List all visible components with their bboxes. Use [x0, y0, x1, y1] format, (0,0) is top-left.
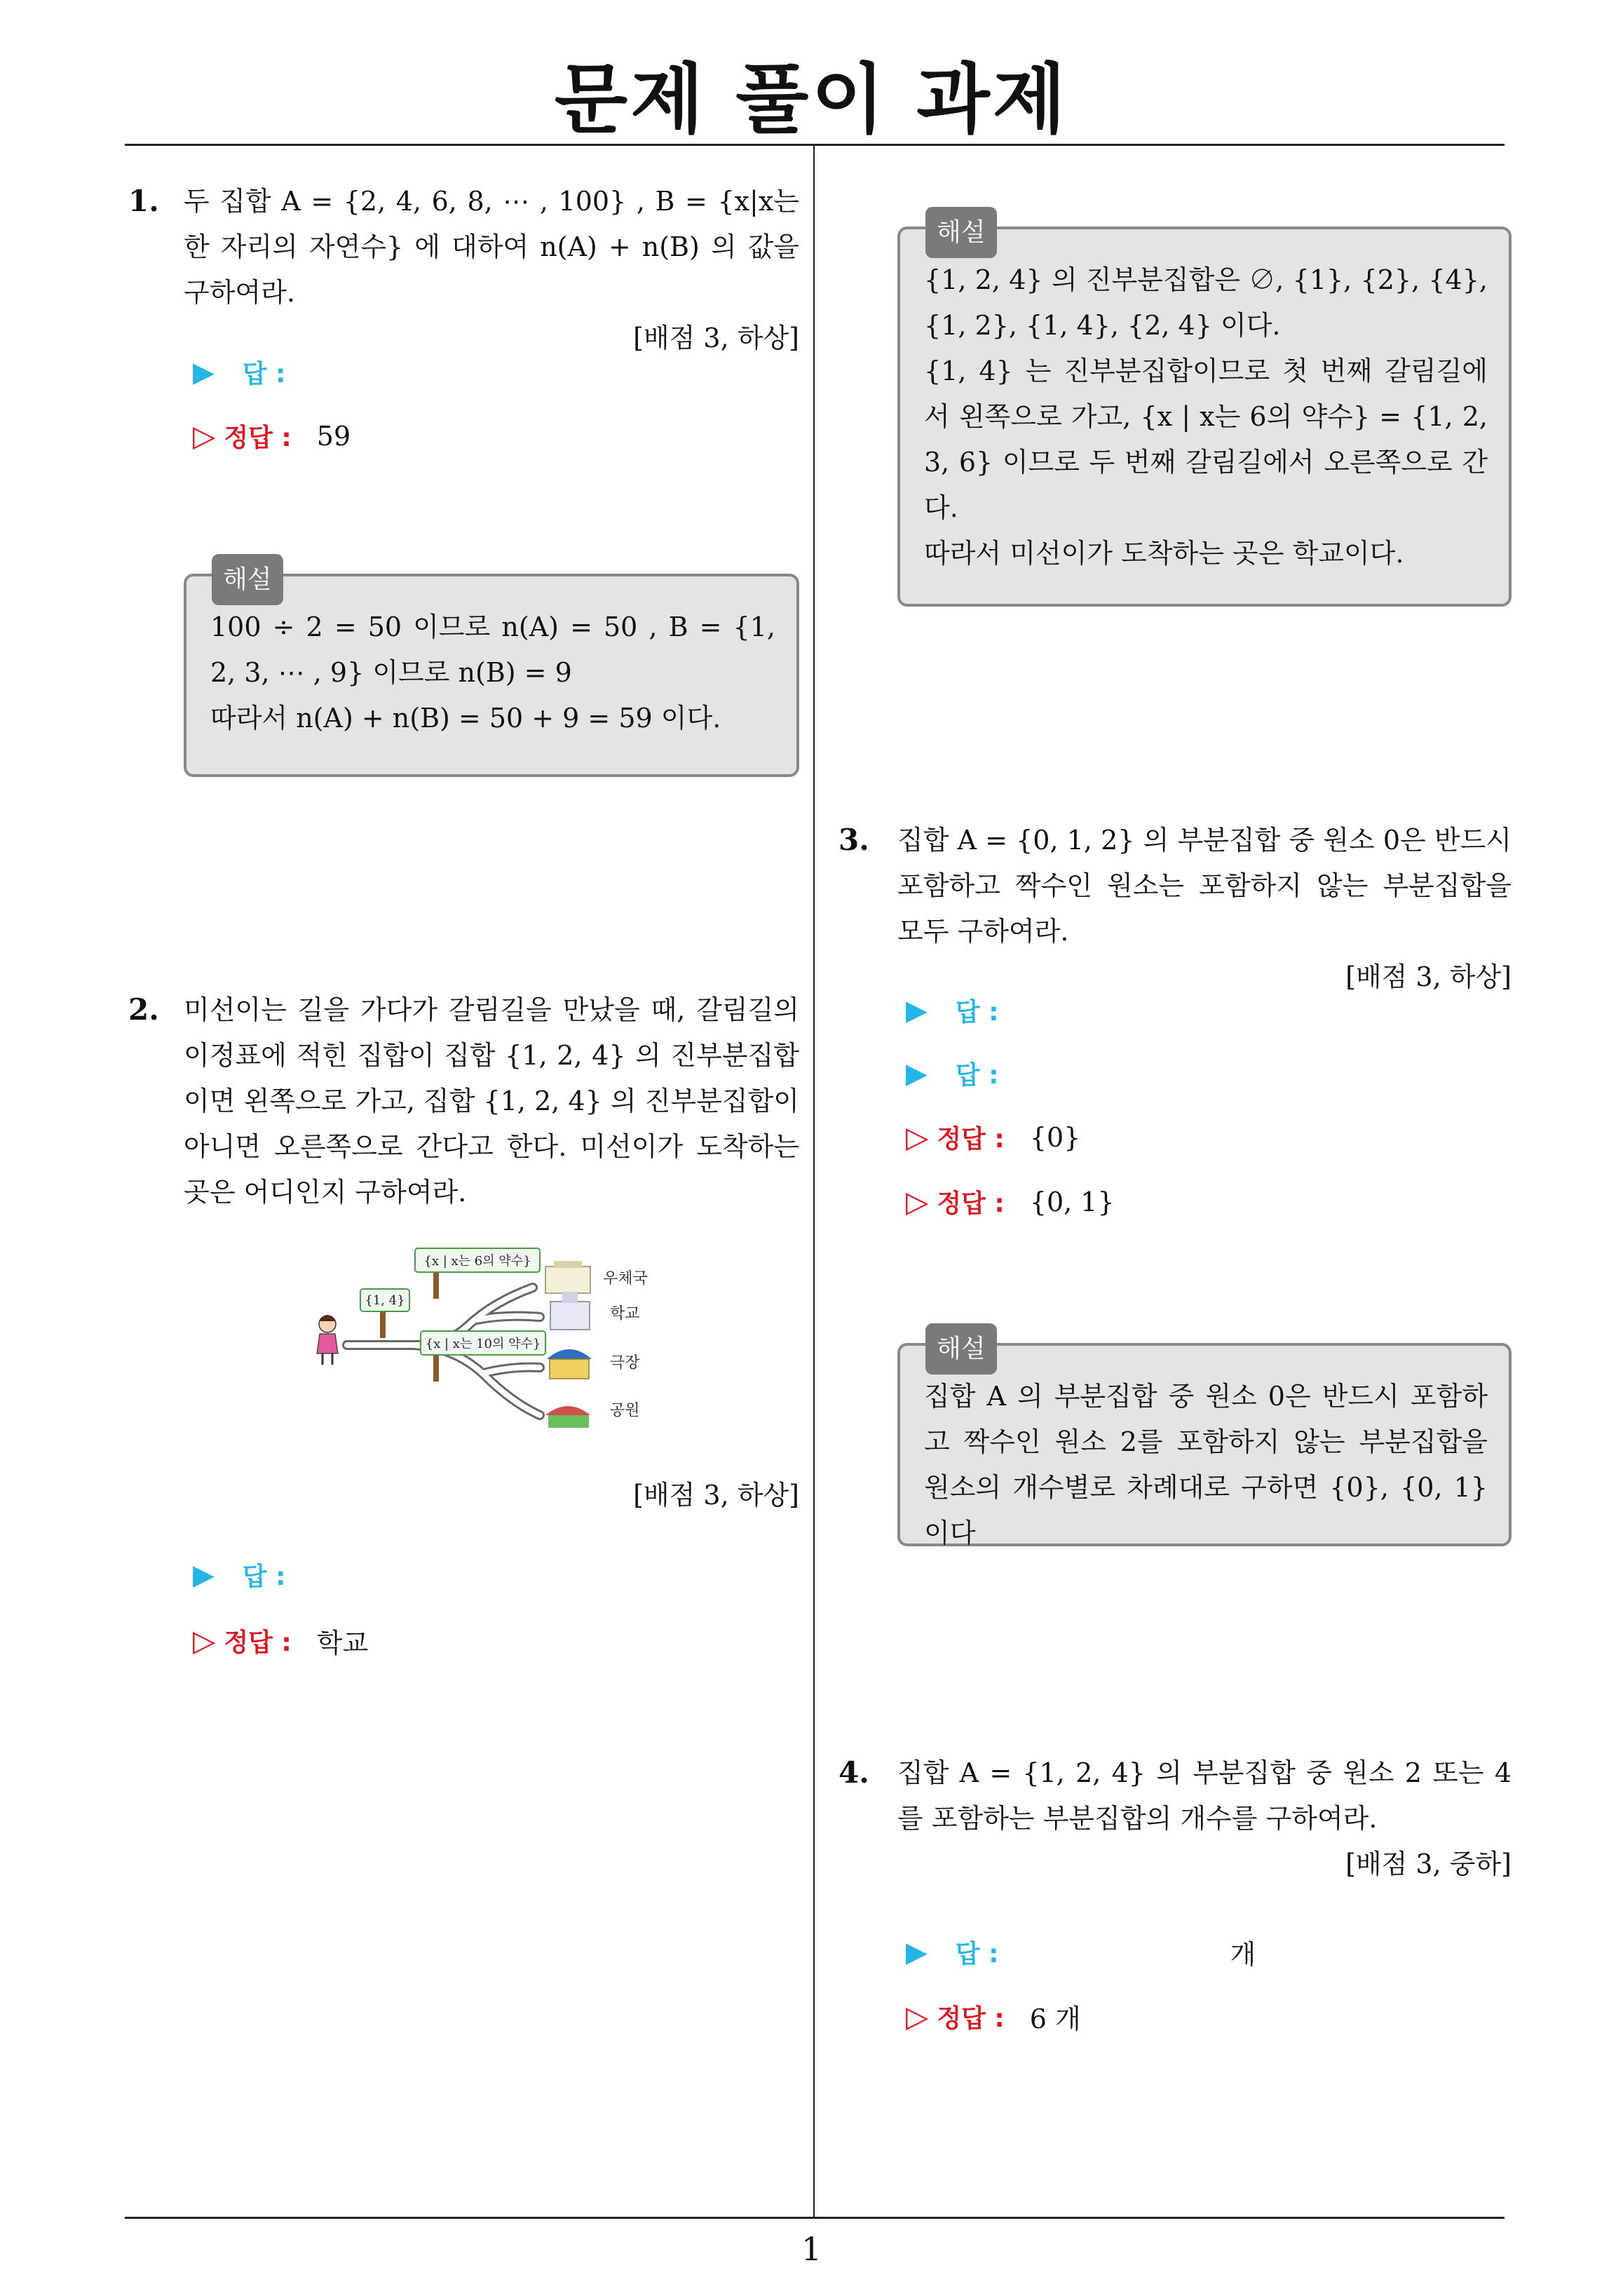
question-2-score-wrap	[184, 1473, 799, 1518]
question-4-correct-value: 6 개	[1029, 2004, 1081, 2034]
question-3-solution-text: 집합 A 의 부분집합 중 원소 0은 반드시 포함하고 짝수인 원소 2를 포함하지 않는 부분집합을 원소의 개수별로 차례대로 구하면 {0}, {0, 1} 이다	[924, 1381, 1488, 1548]
answer-arrow-icon: ▶	[906, 1936, 928, 1969]
question-1-text	[184, 179, 799, 361]
correct-label: 정답 :	[937, 1189, 1005, 1218]
page-title: 문제 풀이 과제	[554, 56, 1069, 144]
question-4-answer-row	[906, 1933, 1256, 1971]
correct-label: 정답 :	[224, 424, 292, 452]
solution-tag: 해설	[925, 207, 997, 258]
sign-3-text: {x | x는 10의 약수}	[425, 1337, 541, 1351]
answer-arrow-icon: ▶	[906, 1057, 928, 1090]
correct-arrow-icon: ▷	[906, 1184, 929, 1219]
correct-arrow-icon: ▷	[906, 1999, 929, 2034]
question-3-correct-value-1: {0}	[1029, 1121, 1081, 1153]
question-4-number: 4.	[838, 1755, 869, 1790]
question-3-answer-row-1	[906, 992, 998, 1028]
question-1-correct-value: 59	[316, 420, 351, 452]
girl-figure-icon	[317, 1315, 338, 1365]
solution-tag: 해설	[925, 1323, 997, 1375]
place-park: 공원	[610, 1402, 640, 1419]
question-4-correct-row	[906, 1997, 1081, 2036]
question-3-text	[897, 818, 1512, 1000]
page-number: 1	[801, 2230, 822, 2268]
answer-label: 답 :	[955, 1061, 999, 1090]
question-1-solution-line-2: 따라서 n(A) + n(B) = 50 + 9 = 59 이다.	[210, 703, 721, 734]
question-2-answer-row	[193, 1557, 285, 1593]
question-3-answer-row-2	[906, 1055, 998, 1091]
question-2-solution-line-2: {1, 4} 는 진부분집합이므로 첫 번째 갈림길에서 왼쪽으로 가고, {x | x는 6의 약수} = {1, 2, 3, 6} 이므로 두 번째 갈림길에서 오른쪽으로 간다.	[924, 356, 1488, 523]
question-2-correct-value: 학교	[316, 1628, 369, 1659]
question-1-body: 두 집합 A = {2, 4, 6, 8, ⋯ , 100} , B = {x|x는 한 자리의 자연수} 에 대하여 n(A) + n(B) 의 값을 구하여라.	[184, 186, 799, 308]
column-divider	[813, 146, 815, 2217]
answer-arrow-icon: ▶	[906, 994, 928, 1027]
correct-arrow-icon: ▷	[906, 1120, 929, 1154]
correct-label: 정답 :	[224, 1628, 292, 1657]
question-1-answer-row	[193, 354, 285, 390]
question-2-solution-box	[897, 218, 1512, 607]
question-1-solution-box	[184, 565, 799, 777]
correct-label: 정답 :	[937, 1125, 1005, 1154]
theater-icon	[547, 1349, 592, 1379]
question-1-score: [배점 3, 하상]	[633, 323, 799, 353]
question-1-solution-line-1: 100 ÷ 2 = 50 이므로 n(A) = 50 , B = {1, 2, 3, ⋯ , 9} 이므로 n(B) = 9	[210, 612, 775, 688]
answer-label: 답 :	[955, 998, 999, 1027]
question-3-number: 3.	[838, 823, 869, 857]
question-4-text	[897, 1750, 1512, 1887]
answer-label: 답 :	[955, 1940, 999, 1969]
question-3-solution-box	[897, 1335, 1512, 1548]
answer-arrow-icon: ▶	[193, 356, 215, 389]
question-3-body: 집합 A = {0, 1, 2} 의 부분집합 중 원소 0은 반드시 포함하고 짝수인 원소는 포함하지 않는 부분집합을 모두 구하여라.	[897, 825, 1512, 947]
place-school: 학교	[610, 1305, 640, 1323]
correct-arrow-icon: ▷	[193, 1623, 216, 1658]
post-office-icon	[545, 1261, 590, 1293]
question-4-score: [배점 3, 중하]	[1345, 1849, 1512, 1879]
solution-tag: 해설	[212, 554, 283, 605]
place-theater: 극장	[610, 1354, 640, 1372]
sign-1-text: {x | x는 6의 약수}	[423, 1254, 531, 1269]
question-2-solution-line-3: 따라서 미선이가 도착하는 곳은 학교이다.	[924, 538, 1404, 569]
question-2-number: 2.	[128, 992, 159, 1027]
question-3-correct-value-2: {0, 1}	[1029, 1186, 1115, 1217]
place-post-office: 우체국	[603, 1270, 648, 1288]
question-3-correct-row-2	[906, 1184, 1115, 1220]
question-3-correct-row-1	[906, 1119, 1080, 1155]
question-1-number: 1.	[128, 184, 159, 218]
correct-label: 정답 :	[937, 2004, 1005, 2033]
top-rule	[125, 144, 1505, 146]
park-icon	[545, 1406, 590, 1428]
bottom-rule	[125, 2217, 1505, 2219]
sign-2-text: {1, 4}	[365, 1293, 405, 1308]
correct-arrow-icon: ▷	[193, 419, 216, 453]
answer-label: 답 :	[242, 1562, 286, 1591]
answer-label: 답 :	[242, 360, 286, 389]
question-2-solution-line-1: {1, 2, 4} 의 진부분집합은 ∅, {1}, {2}, {4}, {1, 2}, {1, 4}, {2, 4} 이다.	[924, 264, 1488, 341]
answer-arrow-icon: ▶	[193, 1558, 215, 1591]
question-2-score: [배점 3, 하상]	[633, 1480, 799, 1511]
question-1-correct-row	[193, 418, 351, 454]
question-2-correct-row	[193, 1621, 368, 1660]
school-icon	[550, 1292, 590, 1330]
question-4-body: 집합 A = {1, 2, 4} 의 부분집합 중 원소 2 또는 4 를 포함하는 부분집합의 개수를 구하여라.	[897, 1757, 1512, 1834]
question-2-text: 미선이는 길을 가다가 갈림길을 만났을 때, 갈림길의 이정표에 적힌 집합이 집합 {1, 2, 4} 의 진부분집합이면 왼쪽으로 가고, 집합 {1, 2, 4} 의 진부분집합이 아니면 오른쪽으로 간다고 한다. 미선이가 도착하는 곳은 어디인지 구하여라.	[184, 994, 799, 1208]
question-3-score: [배점 3, 하상]	[1345, 961, 1512, 992]
crossroad-diagram	[308, 1241, 687, 1438]
question-4-answer-unit: 개	[1230, 1939, 1256, 1970]
